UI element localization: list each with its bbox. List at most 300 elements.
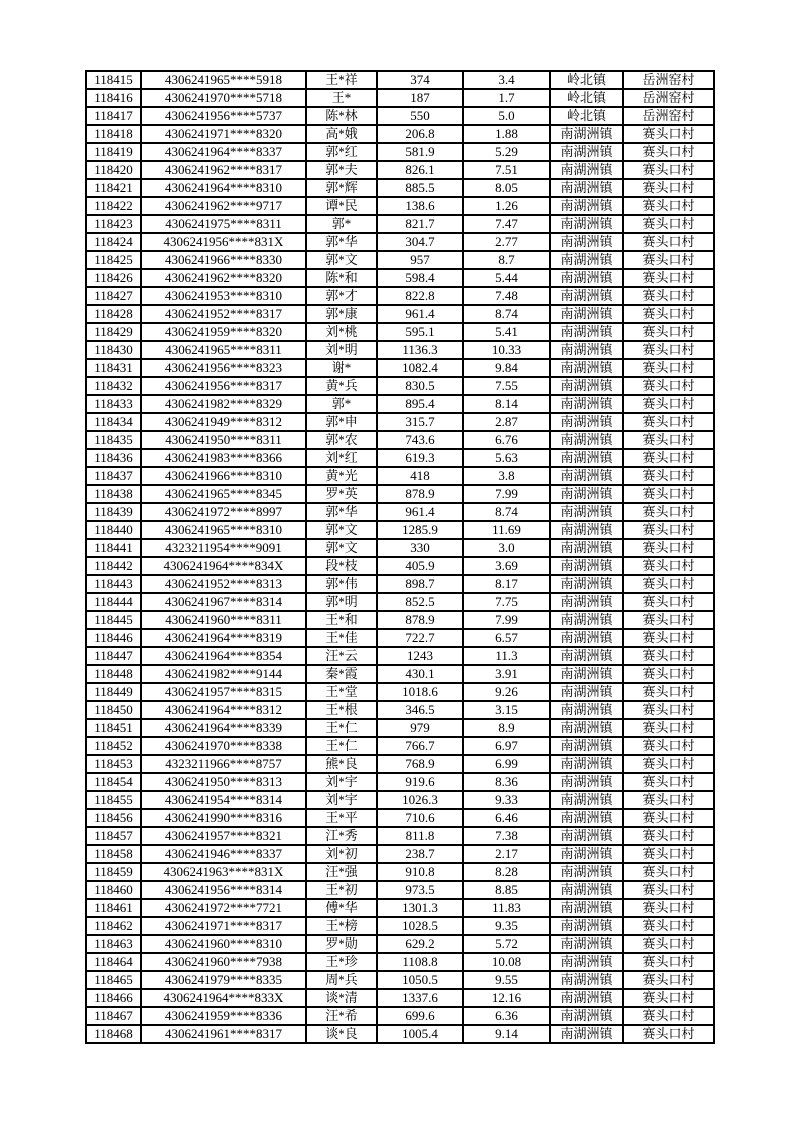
table-row <box>86 431 714 449</box>
table-row <box>86 557 714 575</box>
cell-village: 赛头口村 <box>623 287 714 305</box>
table-row <box>86 953 714 971</box>
cell-secondary-amount: 10.08 <box>463 953 550 971</box>
cell-serial-number: 118456 <box>86 809 141 827</box>
table-row <box>86 917 714 935</box>
cell-town: 南湖洲镇 <box>550 971 623 989</box>
cell-masked-name: 郭*红 <box>306 143 377 161</box>
cell-village: 赛头口村 <box>623 233 714 251</box>
cell-town: 南湖洲镇 <box>550 755 623 773</box>
table-row <box>86 143 714 161</box>
cell-masked-name: 郭*康 <box>306 305 377 323</box>
table-row <box>86 161 714 179</box>
cell-town: 南湖洲镇 <box>550 719 623 737</box>
cell-masked-id-number: 4306241964****8312 <box>141 701 306 719</box>
cell-village: 赛头口村 <box>623 989 714 1007</box>
table-row <box>86 755 714 773</box>
cell-secondary-amount: 8.28 <box>463 863 550 881</box>
cell-amount: 710.6 <box>377 809 463 827</box>
cell-masked-id-number: 4306241953****8310 <box>141 287 306 305</box>
cell-masked-name: 江*秀 <box>306 827 377 845</box>
table-row <box>86 665 714 683</box>
cell-secondary-amount: 5.72 <box>463 935 550 953</box>
cell-village: 赛头口村 <box>623 125 714 143</box>
cell-masked-id-number: 4306241965****8311 <box>141 341 306 359</box>
table-row <box>86 863 714 881</box>
cell-masked-name: 谈*良 <box>306 1025 377 1043</box>
cell-secondary-amount: 3.0 <box>463 539 550 557</box>
cell-village: 赛头口村 <box>623 737 714 755</box>
cell-serial-number: 118436 <box>86 449 141 467</box>
cell-masked-id-number: 4306241957****8321 <box>141 827 306 845</box>
cell-village: 赛头口村 <box>623 539 714 557</box>
cell-village: 赛头口村 <box>623 773 714 791</box>
cell-masked-name: 王*平 <box>306 809 377 827</box>
cell-secondary-amount: 3.4 <box>463 71 550 89</box>
cell-village: 赛头口村 <box>623 161 714 179</box>
table-row <box>86 305 714 323</box>
cell-masked-name: 罗*勋 <box>306 935 377 953</box>
cell-masked-name: 汪*希 <box>306 1007 377 1025</box>
cell-village: 赛头口村 <box>623 971 714 989</box>
cell-masked-id-number: 4306241982****9144 <box>141 665 306 683</box>
cell-serial-number: 118460 <box>86 881 141 899</box>
cell-secondary-amount: 1.88 <box>463 125 550 143</box>
cell-town: 岭北镇 <box>550 89 623 107</box>
cell-masked-id-number: 4306241961****8317 <box>141 1025 306 1043</box>
cell-village: 赛头口村 <box>623 197 714 215</box>
cell-masked-name: 谭*民 <box>306 197 377 215</box>
cell-masked-name: 郭*明 <box>306 593 377 611</box>
cell-masked-id-number: 4306241983****8366 <box>141 449 306 467</box>
cell-town: 南湖洲镇 <box>550 737 623 755</box>
cell-town: 岭北镇 <box>550 107 623 125</box>
cell-masked-name: 刘*红 <box>306 449 377 467</box>
cell-masked-name: 郭*华 <box>306 233 377 251</box>
table-row <box>86 485 714 503</box>
cell-masked-id-number: 4306241962****9717 <box>141 197 306 215</box>
cell-town: 南湖洲镇 <box>550 863 623 881</box>
table-row <box>86 323 714 341</box>
table-row <box>86 647 714 665</box>
cell-town: 南湖洲镇 <box>550 287 623 305</box>
cell-serial-number: 118465 <box>86 971 141 989</box>
cell-masked-name: 郭*文 <box>306 539 377 557</box>
table-row <box>86 197 714 215</box>
table-row <box>86 269 714 287</box>
cell-town: 南湖洲镇 <box>550 665 623 683</box>
table-row <box>86 1025 714 1043</box>
cell-amount: 1108.8 <box>377 953 463 971</box>
cell-serial-number: 118457 <box>86 827 141 845</box>
cell-amount: 895.4 <box>377 395 463 413</box>
cell-masked-name: 王*根 <box>306 701 377 719</box>
cell-secondary-amount: 8.7 <box>463 251 550 269</box>
cell-village: 赛头口村 <box>623 1007 714 1025</box>
cell-village: 赛头口村 <box>623 845 714 863</box>
cell-masked-name: 周*兵 <box>306 971 377 989</box>
cell-masked-name: 郭*伟 <box>306 575 377 593</box>
cell-secondary-amount: 8.14 <box>463 395 550 413</box>
cell-secondary-amount: 9.84 <box>463 359 550 377</box>
cell-town: 南湖洲镇 <box>550 899 623 917</box>
cell-village: 赛头口村 <box>623 143 714 161</box>
cell-masked-id-number: 4306241959****8320 <box>141 323 306 341</box>
cell-town: 南湖洲镇 <box>550 611 623 629</box>
cell-town: 南湖洲镇 <box>550 125 623 143</box>
table-row <box>86 611 714 629</box>
cell-secondary-amount: 9.26 <box>463 683 550 701</box>
cell-secondary-amount: 5.0 <box>463 107 550 125</box>
cell-amount: 1082.4 <box>377 359 463 377</box>
cell-masked-id-number: 4306241982****8329 <box>141 395 306 413</box>
cell-town: 南湖洲镇 <box>550 791 623 809</box>
cell-masked-id-number: 4306241965****5918 <box>141 71 306 89</box>
cell-secondary-amount: 6.97 <box>463 737 550 755</box>
cell-village: 赛头口村 <box>623 323 714 341</box>
cell-town: 南湖洲镇 <box>550 1007 623 1025</box>
cell-masked-name: 秦*霞 <box>306 665 377 683</box>
table-row <box>86 881 714 899</box>
table-row <box>86 395 714 413</box>
cell-serial-number: 118440 <box>86 521 141 539</box>
cell-town: 南湖洲镇 <box>550 917 623 935</box>
cell-village: 赛头口村 <box>623 215 714 233</box>
table-row <box>86 827 714 845</box>
cell-town: 南湖洲镇 <box>550 467 623 485</box>
cell-masked-id-number: 4306241957****8315 <box>141 683 306 701</box>
cell-masked-name: 段*枝 <box>306 557 377 575</box>
cell-town: 南湖洲镇 <box>550 1025 623 1043</box>
cell-town: 南湖洲镇 <box>550 179 623 197</box>
cell-masked-name: 汪*强 <box>306 863 377 881</box>
cell-secondary-amount: 7.51 <box>463 161 550 179</box>
cell-town: 南湖洲镇 <box>550 575 623 593</box>
cell-town: 南湖洲镇 <box>550 827 623 845</box>
cell-masked-name: 黄*兵 <box>306 377 377 395</box>
cell-village: 赛头口村 <box>623 575 714 593</box>
cell-serial-number: 118417 <box>86 107 141 125</box>
cell-masked-id-number: 4306241959****8336 <box>141 1007 306 1025</box>
cell-town: 南湖洲镇 <box>550 233 623 251</box>
cell-amount: 315.7 <box>377 413 463 431</box>
cell-serial-number: 118420 <box>86 161 141 179</box>
cell-town: 南湖洲镇 <box>550 593 623 611</box>
cell-secondary-amount: 6.99 <box>463 755 550 773</box>
cell-serial-number: 118435 <box>86 431 141 449</box>
cell-village: 赛头口村 <box>623 647 714 665</box>
cell-village: 赛头口村 <box>623 449 714 467</box>
cell-serial-number: 118464 <box>86 953 141 971</box>
cell-village: 赛头口村 <box>623 431 714 449</box>
cell-masked-id-number: 4306241956****8323 <box>141 359 306 377</box>
table-row <box>86 107 714 125</box>
table-row <box>86 341 714 359</box>
cell-village: 赛头口村 <box>623 629 714 647</box>
cell-village: 赛头口村 <box>623 953 714 971</box>
cell-serial-number: 118424 <box>86 233 141 251</box>
cell-secondary-amount: 6.36 <box>463 1007 550 1025</box>
cell-village: 赛头口村 <box>623 341 714 359</box>
cell-secondary-amount: 5.44 <box>463 269 550 287</box>
cell-serial-number: 118448 <box>86 665 141 683</box>
cell-town: 南湖洲镇 <box>550 701 623 719</box>
cell-masked-name: 刘*初 <box>306 845 377 863</box>
cell-amount: 1005.4 <box>377 1025 463 1043</box>
cell-serial-number: 118444 <box>86 593 141 611</box>
cell-serial-number: 118434 <box>86 413 141 431</box>
cell-amount: 766.7 <box>377 737 463 755</box>
cell-masked-name: 汪*云 <box>306 647 377 665</box>
cell-masked-id-number: 4306241956****831X <box>141 233 306 251</box>
cell-secondary-amount: 1.7 <box>463 89 550 107</box>
cell-secondary-amount: 6.46 <box>463 809 550 827</box>
cell-town: 南湖洲镇 <box>550 143 623 161</box>
table-row <box>86 701 714 719</box>
cell-village: 赛头口村 <box>623 809 714 827</box>
table-row <box>86 575 714 593</box>
cell-village: 赛头口村 <box>623 827 714 845</box>
cell-masked-id-number: 4306241964****834X <box>141 557 306 575</box>
cell-serial-number: 118431 <box>86 359 141 377</box>
cell-amount: 1285.9 <box>377 521 463 539</box>
cell-town: 南湖洲镇 <box>550 161 623 179</box>
cell-amount: 206.8 <box>377 125 463 143</box>
cell-town: 南湖洲镇 <box>550 539 623 557</box>
cell-town: 南湖洲镇 <box>550 305 623 323</box>
table-row <box>86 287 714 305</box>
cell-serial-number: 118451 <box>86 719 141 737</box>
cell-masked-name: 罗*英 <box>306 485 377 503</box>
cell-amount: 699.6 <box>377 1007 463 1025</box>
cell-town: 南湖洲镇 <box>550 413 623 431</box>
cell-secondary-amount: 8.17 <box>463 575 550 593</box>
table-row <box>86 449 714 467</box>
cell-serial-number: 118430 <box>86 341 141 359</box>
cell-town: 南湖洲镇 <box>550 953 623 971</box>
cell-amount: 878.9 <box>377 485 463 503</box>
cell-secondary-amount: 7.99 <box>463 485 550 503</box>
cell-masked-id-number: 4306241965****8345 <box>141 485 306 503</box>
cell-town: 南湖洲镇 <box>550 323 623 341</box>
cell-masked-id-number: 4306241949****8312 <box>141 413 306 431</box>
cell-amount: 898.7 <box>377 575 463 593</box>
cell-village: 赛头口村 <box>623 557 714 575</box>
cell-village: 赛头口村 <box>623 917 714 935</box>
cell-masked-id-number: 4306241990****8316 <box>141 809 306 827</box>
cell-village: 岳洲窑村 <box>623 71 714 89</box>
cell-serial-number: 118466 <box>86 989 141 1007</box>
cell-masked-name: 郭*华 <box>306 503 377 521</box>
cell-town: 南湖洲镇 <box>550 989 623 1007</box>
cell-secondary-amount: 8.05 <box>463 179 550 197</box>
cell-secondary-amount: 8.74 <box>463 305 550 323</box>
cell-village: 赛头口村 <box>623 791 714 809</box>
cell-amount: 430.1 <box>377 665 463 683</box>
cell-amount: 619.3 <box>377 449 463 467</box>
cell-masked-name: 王*珍 <box>306 953 377 971</box>
cell-amount: 826.1 <box>377 161 463 179</box>
cell-serial-number: 118433 <box>86 395 141 413</box>
cell-village: 赛头口村 <box>623 683 714 701</box>
cell-village: 赛头口村 <box>623 935 714 953</box>
cell-amount: 595.1 <box>377 323 463 341</box>
cell-masked-id-number: 4306241954****8314 <box>141 791 306 809</box>
cell-amount: 550 <box>377 107 463 125</box>
cell-town: 南湖洲镇 <box>550 377 623 395</box>
cell-serial-number: 118462 <box>86 917 141 935</box>
cell-town: 南湖洲镇 <box>550 449 623 467</box>
cell-town: 南湖洲镇 <box>550 503 623 521</box>
cell-secondary-amount: 5.63 <box>463 449 550 467</box>
cell-serial-number: 118441 <box>86 539 141 557</box>
cell-serial-number: 118432 <box>86 377 141 395</box>
cell-amount: 374 <box>377 71 463 89</box>
cell-town: 南湖洲镇 <box>550 845 623 863</box>
cell-amount: 878.9 <box>377 611 463 629</box>
cell-masked-id-number: 4306241960****8311 <box>141 611 306 629</box>
cell-secondary-amount: 7.38 <box>463 827 550 845</box>
cell-amount: 138.6 <box>377 197 463 215</box>
cell-masked-name: 郭*申 <box>306 413 377 431</box>
cell-masked-name: 王*仁 <box>306 737 377 755</box>
cell-amount: 1018.6 <box>377 683 463 701</box>
cell-secondary-amount: 3.8 <box>463 467 550 485</box>
table-row <box>86 593 714 611</box>
cell-town: 南湖洲镇 <box>550 197 623 215</box>
table-row <box>86 359 714 377</box>
cell-masked-name: 王*堂 <box>306 683 377 701</box>
cell-village: 赛头口村 <box>623 503 714 521</box>
cell-amount: 885.5 <box>377 179 463 197</box>
cell-secondary-amount: 5.29 <box>463 143 550 161</box>
cell-serial-number: 118442 <box>86 557 141 575</box>
cell-village: 赛头口村 <box>623 899 714 917</box>
cell-masked-id-number: 4306241972****7721 <box>141 899 306 917</box>
table-row <box>86 71 714 89</box>
cell-amount: 1337.6 <box>377 989 463 1007</box>
cell-amount: 238.7 <box>377 845 463 863</box>
cell-amount: 187 <box>377 89 463 107</box>
table-row <box>86 539 714 557</box>
cell-secondary-amount: 9.35 <box>463 917 550 935</box>
cell-masked-id-number: 4306241971****8320 <box>141 125 306 143</box>
cell-masked-id-number: 4306241966****8330 <box>141 251 306 269</box>
cell-secondary-amount: 3.69 <box>463 557 550 575</box>
cell-masked-name: 郭*文 <box>306 251 377 269</box>
cell-town: 南湖洲镇 <box>550 395 623 413</box>
cell-village: 赛头口村 <box>623 863 714 881</box>
cell-masked-id-number: 4306241960****7938 <box>141 953 306 971</box>
cell-masked-name: 傅*华 <box>306 899 377 917</box>
cell-masked-id-number: 4306241950****8313 <box>141 773 306 791</box>
records-table <box>85 70 715 1044</box>
table-row <box>86 467 714 485</box>
cell-masked-id-number: 4306241952****8313 <box>141 575 306 593</box>
table-row <box>86 809 714 827</box>
cell-masked-id-number: 4306241964****8339 <box>141 719 306 737</box>
cell-town: 南湖洲镇 <box>550 629 623 647</box>
cell-masked-name: 刘*宇 <box>306 773 377 791</box>
cell-amount: 581.9 <box>377 143 463 161</box>
cell-masked-name: 王*祥 <box>306 71 377 89</box>
cell-masked-id-number: 4306241972****8997 <box>141 503 306 521</box>
cell-amount: 304.7 <box>377 233 463 251</box>
cell-serial-number: 118443 <box>86 575 141 593</box>
cell-amount: 768.9 <box>377 755 463 773</box>
cell-masked-name: 郭* <box>306 215 377 233</box>
cell-village: 赛头口村 <box>623 377 714 395</box>
cell-masked-name: 郭*文 <box>306 521 377 539</box>
cell-amount: 1050.5 <box>377 971 463 989</box>
cell-masked-id-number: 4306241964****8310 <box>141 179 306 197</box>
cell-masked-id-number: 4306241956****5737 <box>141 107 306 125</box>
cell-serial-number: 118445 <box>86 611 141 629</box>
cell-amount: 722.7 <box>377 629 463 647</box>
cell-serial-number: 118454 <box>86 773 141 791</box>
cell-masked-name: 陈*林 <box>306 107 377 125</box>
table-row <box>86 377 714 395</box>
table-row <box>86 683 714 701</box>
cell-serial-number: 118439 <box>86 503 141 521</box>
cell-masked-id-number: 4306241964****833X <box>141 989 306 1007</box>
cell-masked-name: 王*初 <box>306 881 377 899</box>
cell-amount: 910.8 <box>377 863 463 881</box>
cell-village: 赛头口村 <box>623 1025 714 1043</box>
cell-village: 赛头口村 <box>623 395 714 413</box>
cell-secondary-amount: 12.16 <box>463 989 550 1007</box>
cell-amount: 1301.3 <box>377 899 463 917</box>
cell-amount: 330 <box>377 539 463 557</box>
cell-masked-name: 郭* <box>306 395 377 413</box>
cell-serial-number: 118416 <box>86 89 141 107</box>
cell-amount: 957 <box>377 251 463 269</box>
cell-serial-number: 118446 <box>86 629 141 647</box>
cell-amount: 1026.3 <box>377 791 463 809</box>
cell-masked-name: 刘*宇 <box>306 791 377 809</box>
cell-village: 赛头口村 <box>623 413 714 431</box>
cell-masked-id-number: 4306241964****8354 <box>141 647 306 665</box>
cell-serial-number: 118438 <box>86 485 141 503</box>
cell-secondary-amount: 11.3 <box>463 647 550 665</box>
cell-village: 赛头口村 <box>623 251 714 269</box>
cell-masked-name: 黄*光 <box>306 467 377 485</box>
cell-amount: 919.6 <box>377 773 463 791</box>
cell-amount: 979 <box>377 719 463 737</box>
cell-village: 赛头口村 <box>623 467 714 485</box>
cell-amount: 822.8 <box>377 287 463 305</box>
cell-town: 南湖洲镇 <box>550 683 623 701</box>
table-row <box>86 251 714 269</box>
cell-serial-number: 118461 <box>86 899 141 917</box>
cell-masked-id-number: 4306241962****8320 <box>141 269 306 287</box>
cell-amount: 830.5 <box>377 377 463 395</box>
cell-masked-name: 王* <box>306 89 377 107</box>
cell-town: 南湖洲镇 <box>550 881 623 899</box>
cell-secondary-amount: 2.77 <box>463 233 550 251</box>
table-row <box>86 845 714 863</box>
cell-masked-name: 郭*农 <box>306 431 377 449</box>
cell-masked-name: 刘*明 <box>306 341 377 359</box>
cell-masked-name: 熊*良 <box>306 755 377 773</box>
table-row <box>86 791 714 809</box>
cell-amount: 1028.5 <box>377 917 463 935</box>
cell-village: 赛头口村 <box>623 701 714 719</box>
cell-village: 岳洲窑村 <box>623 107 714 125</box>
cell-masked-name: 王*仁 <box>306 719 377 737</box>
cell-amount: 973.5 <box>377 881 463 899</box>
table-row <box>86 179 714 197</box>
